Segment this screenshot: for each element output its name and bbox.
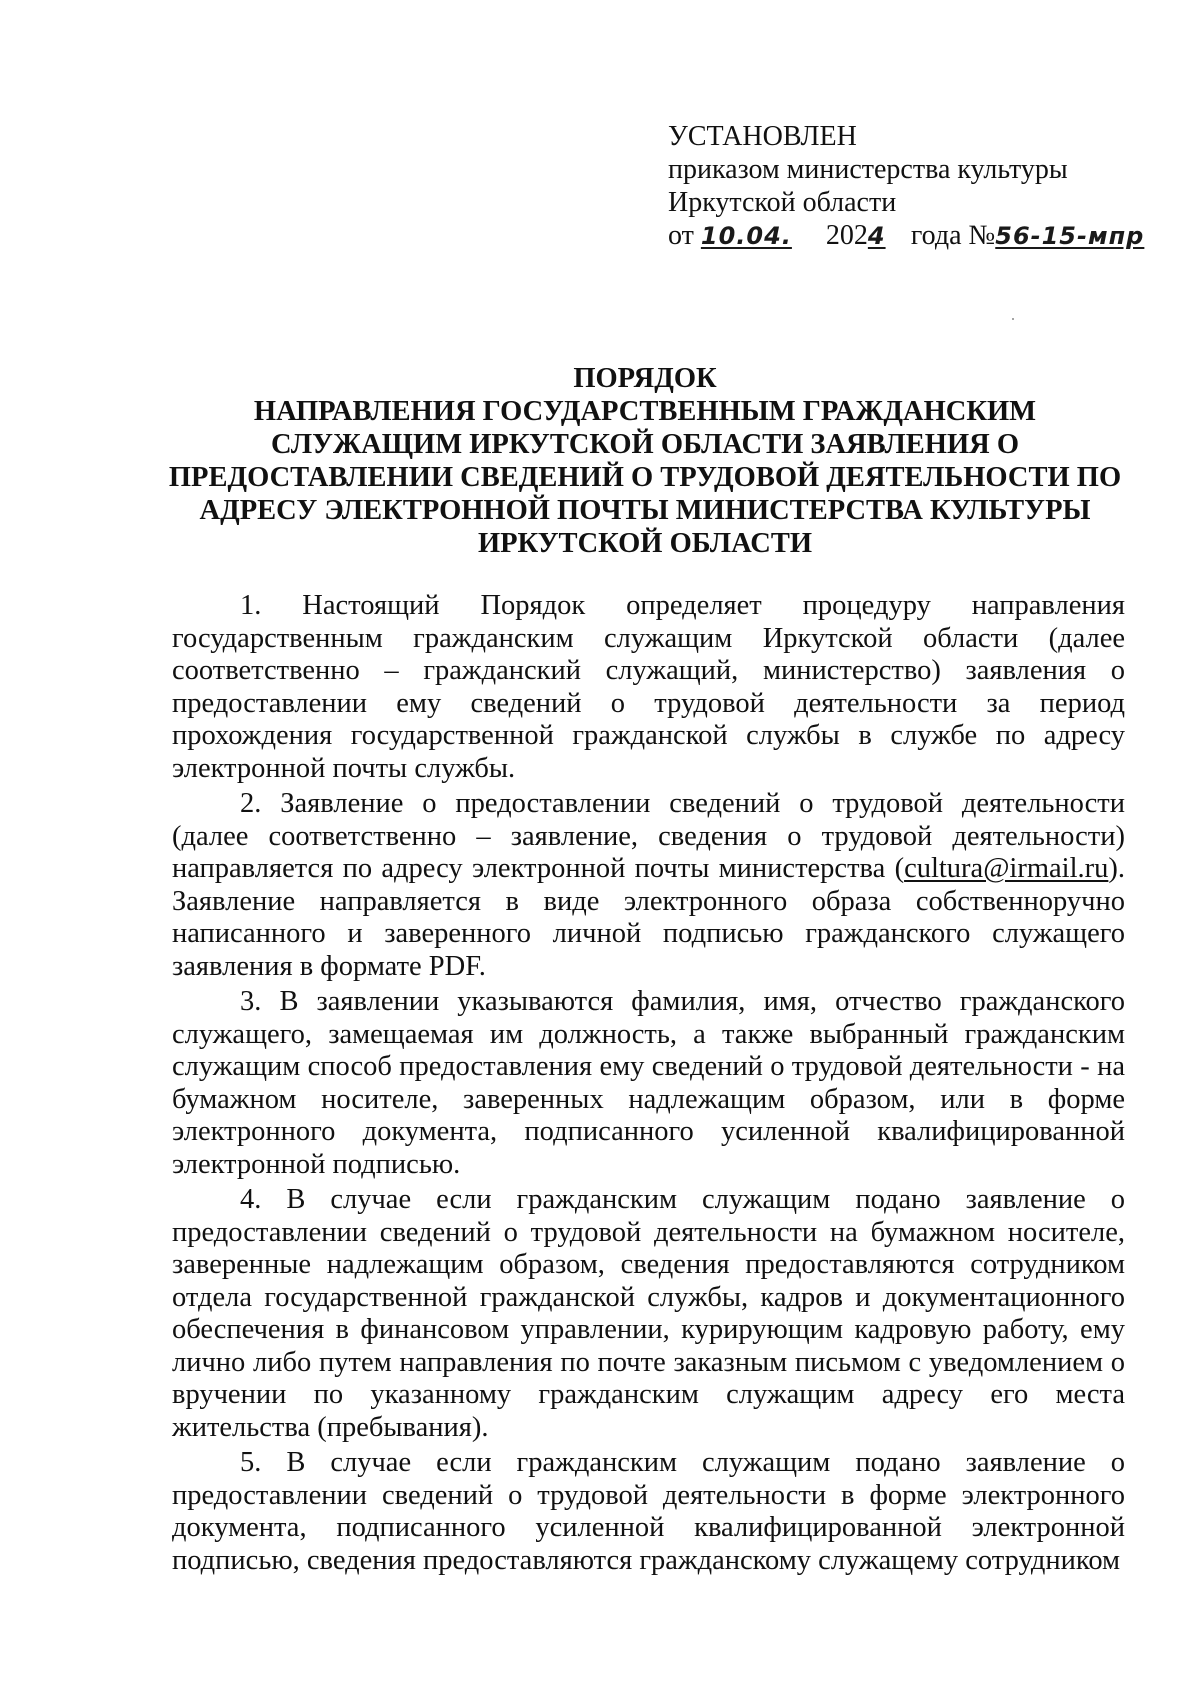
- title-line-1: ПОРЯДОК: [573, 363, 717, 394]
- title-line-2: НАПРАВЛЕНИЯ ГОСУДАРСТВЕННЫМ ГРАЖДАНСКИМ: [253, 396, 1037, 427]
- document-title: [165, 362, 1125, 560]
- title-line-4: ПРЕДОСТАВЛЕНИИ СВЕДЕНИЙ О ТРУДОВОЙ ДЕЯТЕЛЬНОСТИ ПО: [168, 462, 1122, 493]
- approval-order-line: приказом министерства культуры: [668, 154, 1068, 185]
- approval-heading: УСТАНОВЛЕН: [668, 121, 857, 152]
- scan-speck: [1012, 318, 1014, 320]
- paragraph-2-text-end: ). Заявление направляется в виде электронного образа собственноручно написанного и заверенного личной подписью гражданского служащего заявления в формате PDF.: [172, 853, 1125, 982]
- paragraph-2-text-start: 2. Заявление о предоставлении сведений о трудовой деятельности (далее соответственно – заявление, сведения о трудовой деятельности) направляется по адресу электронной почты министерства (: [172, 788, 1125, 884]
- ministry-email-link[interactable]: cultura@irmail.ru: [904, 853, 1109, 884]
- handwritten-order-number: 56-15-мпр: [995, 222, 1145, 250]
- number-label: года №: [910, 220, 996, 251]
- paragraph-4: 4. В случае если гражданским служащим подано заявление о предоставлении сведений о трудовой деятельности на бумажном носителе, заверенные надлежащим образом, сведения предоставляются сотрудником отдела государственной гражданской службы, кадров и документационного обеспечения в финансовом управлении, курирующим кадровую работу, ему лично либо путем направления по почте заказным письмом с уведомлением о вручении по указанному гражданским служащим адресу его места жительства (пребывания).: [172, 1184, 1125, 1443]
- approval-stamp-block: [668, 120, 1168, 253]
- year-prefix: 202: [825, 220, 868, 251]
- title-line-3: СЛУЖАЩИМ ИРКУТСКОЙ ОБЛАСТИ ЗАЯВЛЕНИЯ О: [270, 429, 1020, 460]
- handwritten-year: 4: [867, 222, 886, 250]
- document-body: [172, 590, 1125, 1580]
- title-line-5: АДРЕСУ ЭЛЕКТРОННОЙ ПОЧТЫ МИНИСТЕРСТВА КУЛЬТУРЫ: [199, 495, 1091, 526]
- title-line-6: ИРКУТСКОЙ ОБЛАСТИ: [477, 528, 813, 559]
- paragraph-2: [172, 788, 1125, 983]
- date-prefix: от: [668, 220, 694, 251]
- paragraph-5: 5. В случае если гражданским служащим подано заявление о предоставлении сведений о трудовой деятельности в форме электронного документа, подписанного усиленной квалифицированной электронной подписью, сведения предоставляются гражданскому служащему сотрудником: [172, 1447, 1125, 1576]
- approval-date-line: [668, 219, 1168, 253]
- approval-region-line: Иркутской области: [668, 187, 897, 218]
- paragraph-1: 1. Настоящий Порядок определяет процедуру направления государственным гражданским служащим Иркутской области (далее соответственно – гражданский служащий, министерство) заявления о предоставлении ему сведений о трудовой деятельности за период прохождения государственной гражданской службы в службе по адресу электронной почты службы.: [172, 590, 1125, 784]
- paragraph-3: 3. В заявлении указываются фамилия, имя, отчество гражданского служащего, замещаемая им должность, а также выбранный гражданским служащим способ предоставления ему сведений о трудовой деятельности - на бумажном носителе, заверенных надлежащим образом, или в форме электронного документа, подписанного усиленной квалифицированной электронной подписью.: [172, 986, 1125, 1180]
- handwritten-date: 10.04.: [700, 222, 792, 250]
